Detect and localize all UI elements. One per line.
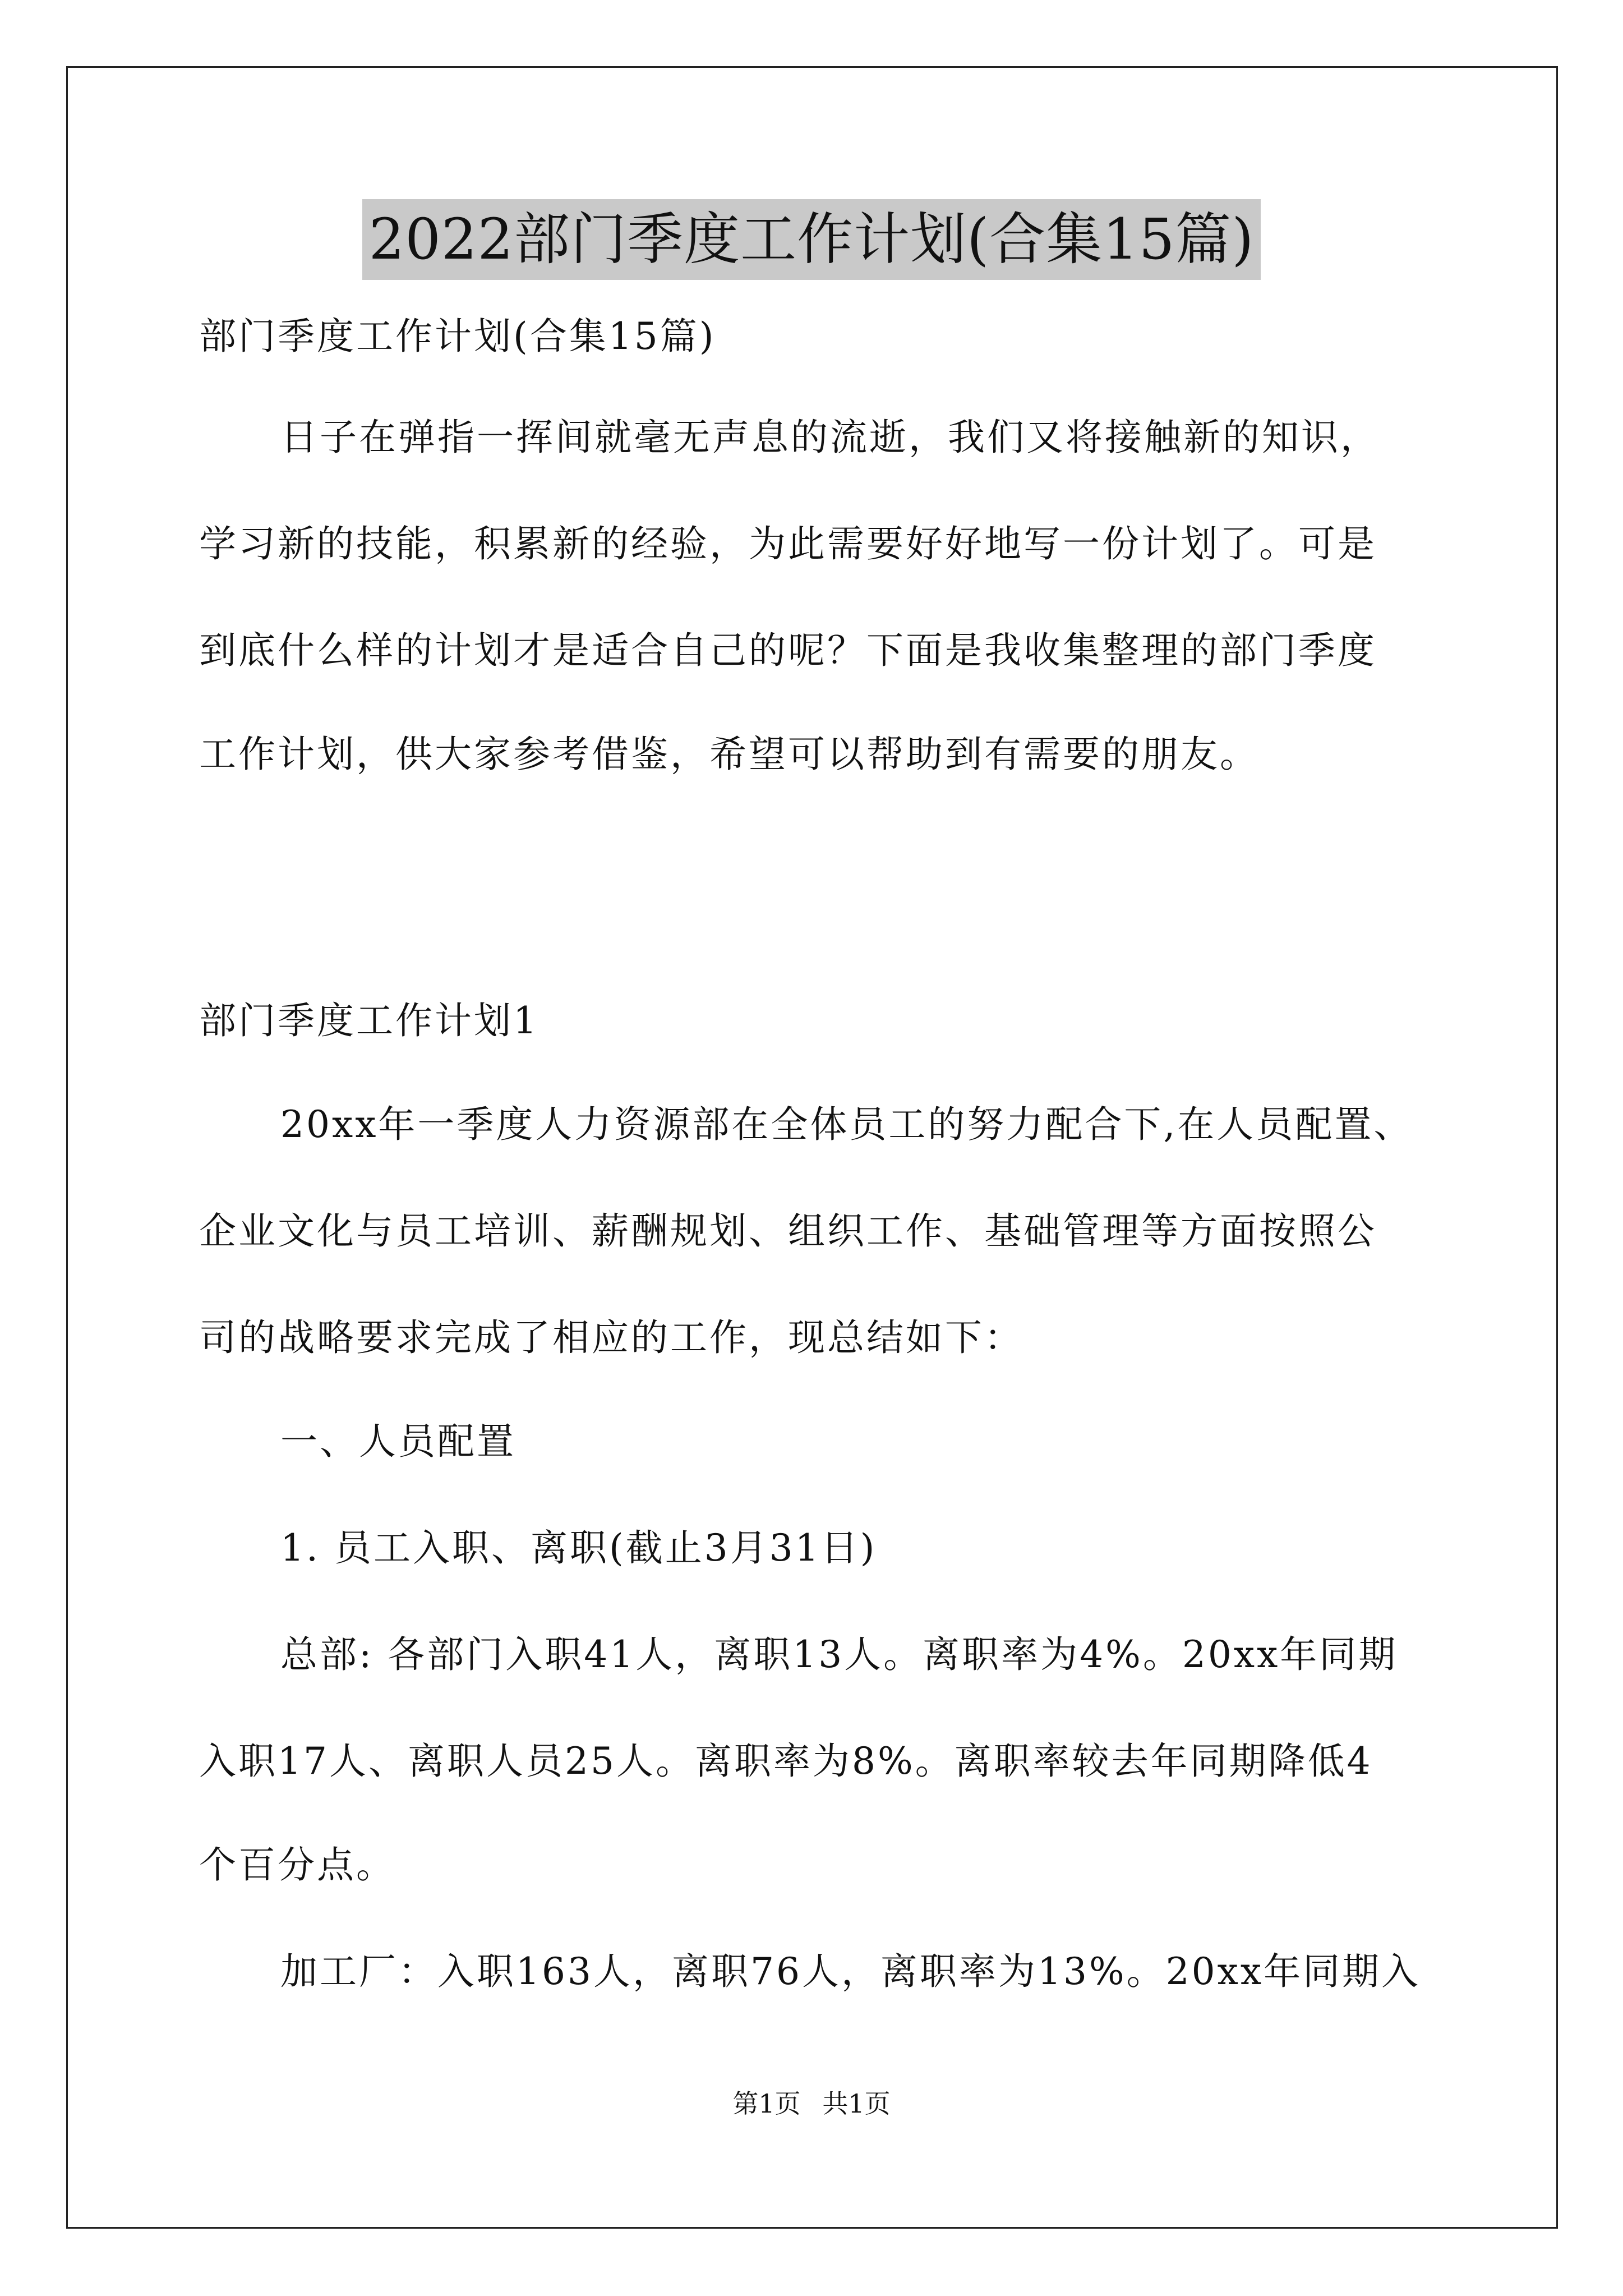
factory-line: 加工厂：入职163人，离职76人，离职率为13%。20xx年同期入 bbox=[280, 1950, 1421, 1993]
hq-line-3: 个百分点。 bbox=[199, 1843, 395, 1887]
section-paragraph-line-3: 司的战略要求完成了相应的工作，现总结如下： bbox=[199, 1316, 1023, 1359]
document-title: 2022部门季度工作计划(合集15篇) bbox=[362, 199, 1261, 280]
intro-line-1: 日子在弹指一挥间就毫无声息的流逝，我们又将接触新的知识， bbox=[280, 416, 1380, 459]
page-footer bbox=[0, 2087, 1623, 2120]
intro-line-3: 到底什么样的计划才是适合自己的呢？下面是我收集整理的部门季度 bbox=[199, 629, 1377, 672]
intro-line-4: 工作计划，供大家参考借鉴，希望可以帮助到有需要的朋友。 bbox=[199, 733, 1259, 776]
section-heading: 部门季度工作计划1 bbox=[199, 999, 539, 1042]
heading-personnel: 一、人员配置 bbox=[280, 1420, 516, 1463]
intro-line-2: 学习新的技能，积累新的经验，为此需要好好地写一份计划了。可是 bbox=[199, 522, 1377, 565]
hq-line-2: 入职17人、离职人员25人。离职率为8%。离职率较去年同期降低4 bbox=[199, 1740, 1373, 1783]
page-number: 第1页 bbox=[732, 2088, 801, 2119]
page-total: 共1页 bbox=[822, 2088, 891, 2119]
title-container bbox=[0, 199, 1623, 280]
hq-line-1: 总部: 各部门入职41人，离职13人。离职率为4%。20xx年同期 bbox=[280, 1633, 1398, 1676]
section-paragraph-line-2: 企业文化与员工培训、薪酬规划、组织工作、基础管理等方面按照公 bbox=[199, 1209, 1377, 1253]
section-paragraph-line-1: 20xx年一季度人力资源部在全体员工的努力配合下,在人员配置、 bbox=[280, 1103, 1413, 1146]
list-item-1: 1. 员工入职、离职(截止3月31日) bbox=[280, 1526, 877, 1570]
document-subtitle: 部门季度工作计划(合集15篇) bbox=[199, 315, 716, 358]
